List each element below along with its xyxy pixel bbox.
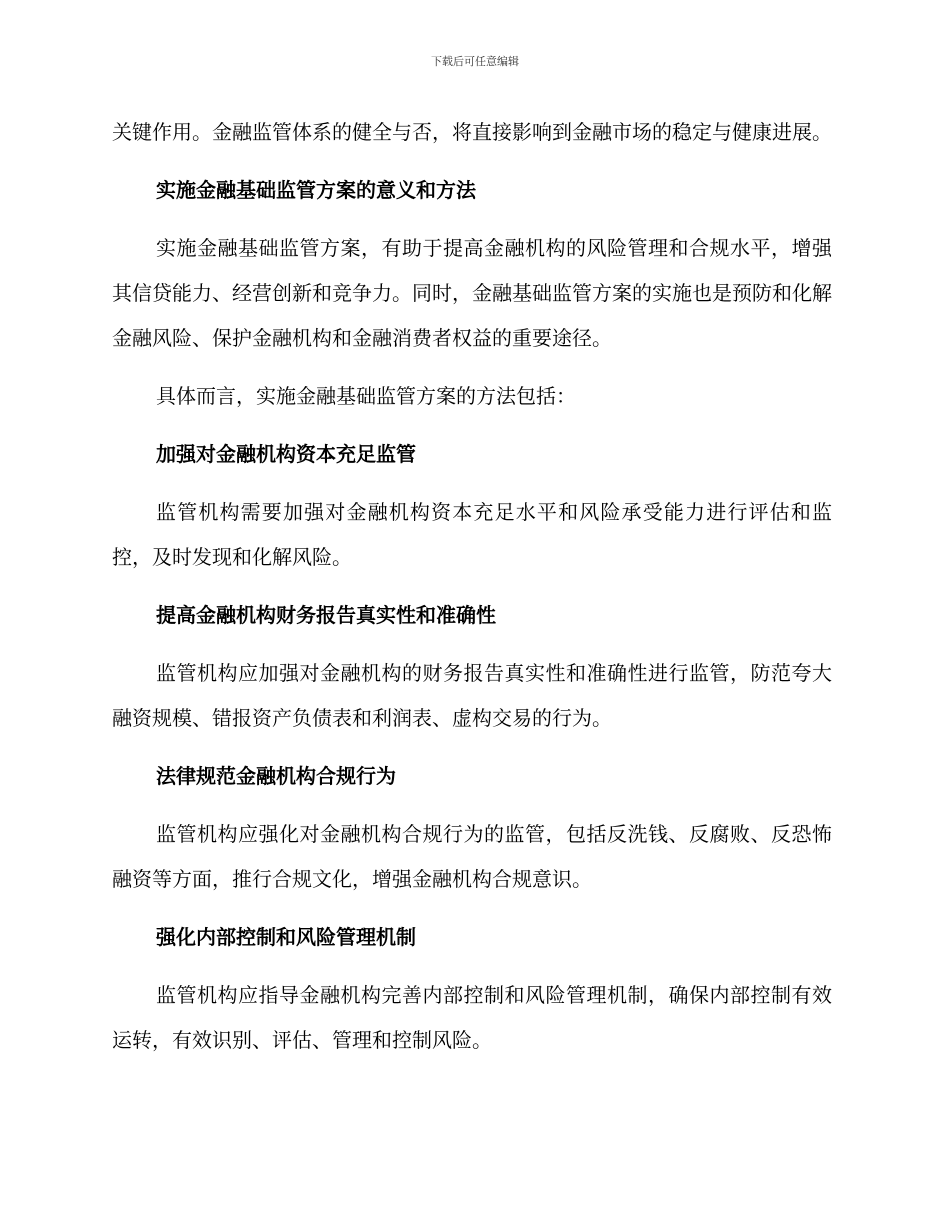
- item-body-compliance: 监管机构应强化对金融机构合规行为的监管，包括反洗钱、反腐败、反恐怖融资等方面，推行合规文化，增强金融机构合规意识。: [112, 822, 832, 891]
- item-heading-financial-reporting: 提高金融机构财务报告真实性和准确性: [156, 603, 496, 627]
- significance-paragraph: 实施金融基础监管方案，有助于提高金融机构的风险管理和合规水平，增强其信贷能力、经营创新和竞争力。同时，金融基础监管方案的实施也是预防和化解金融风险、保护金融机构和金融消费者权益的重要途径。: [112, 236, 832, 350]
- item-heading-capital-adequacy: 加强对金融机构资本充足监管: [156, 442, 416, 466]
- section-heading: 实施金融基础监管方案的意义和方法: [156, 178, 476, 202]
- document-body: [112, 110, 832, 1076]
- item-body-financial-reporting: 监管机构应加强对金融机构的财务报告真实性和准确性进行监管，防范夸大融资规模、错报资产负债表和利润表、虚构交易的行为。: [112, 661, 832, 730]
- intro-paragraph: 关键作用。金融监管体系的健全与否，将直接影响到金融市场的稳定与健康进展。: [112, 120, 832, 144]
- methods-intro-paragraph: 具体而言，实施金融基础监管方案的方法包括：: [156, 384, 576, 408]
- item-body-capital-adequacy: 监管机构需要加强对金融机构资本充足水平和风险承受能力进行评估和监控，及时发现和化解风险。: [112, 500, 832, 569]
- item-heading-compliance: 法律规范金融机构合规行为: [156, 764, 396, 788]
- item-heading-internal-control: 强化内部控制和风险管理机制: [156, 925, 416, 949]
- item-body-internal-control: 监管机构应指导金融机构完善内部控制和风险管理机制，确保内部控制有效运转，有效识别、评估、管理和控制风险。: [112, 983, 832, 1052]
- page-header-note: 下载后可任意编辑: [431, 55, 519, 68]
